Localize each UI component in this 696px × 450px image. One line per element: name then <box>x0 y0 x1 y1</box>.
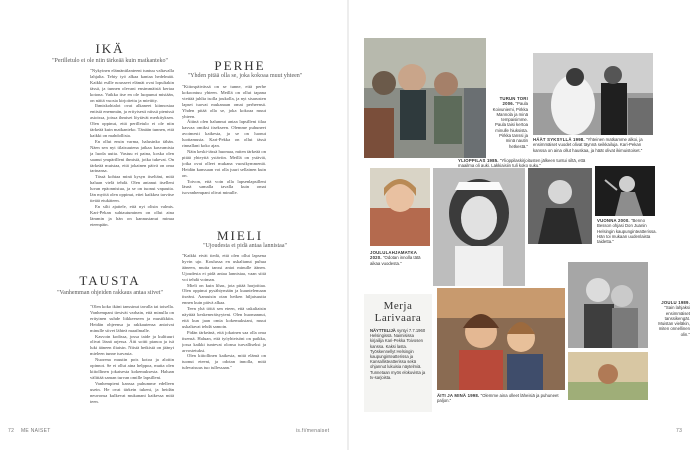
photo-joulu-1989 <box>568 262 648 348</box>
section-title-mieli: MIELI <box>216 228 264 243</box>
section-title-perhe: PERHE <box>214 58 266 73</box>
column-tausta <box>90 304 174 422</box>
page-gutter <box>347 0 349 450</box>
photo-joululahja <box>370 168 430 246</box>
caption-text: "Ylioppilaskirjoitusten jälkeen tuntui siltä, että maailma oli auki. Lakkiaisiin tuli koko suku." <box>458 158 586 169</box>
caption-text: "Benno Besson ohjasi Don Juanin Helsingin kaupunginteatterissa. Hän toi mukaan uudenlaista taidetta." <box>597 218 657 245</box>
paragraph: Pidän tärkeänä, että jokainen saa olla oma itsensä. Haluan, että työyhteisöni on paikka, jossa kaikki tuntevat olonsa turvalliseksi ja arvostetuksi. <box>182 329 266 353</box>
paragraph: "Kaikki eivät tiedä, että olen ollut lapsena hyvin ujo. Koulussa en uskaltanut puhua ääneen, mutta tanssi antoi minulle äänen. Ujoudesta ei pidä antaa lannistaa, vaan siitä voi tehdä voiman. <box>182 253 266 282</box>
section-subtitle-tausta: "Vanhemman ohjeiden rakkaus antaa siivet" <box>57 290 163 296</box>
photo-aiti-image <box>437 288 565 390</box>
paragraph: Olen kiitollinen kaikesta, mitä elämä on tuonut eteeni, ja odotan innolla, mitä tulevaisuus tuo tullessaan." <box>182 353 266 371</box>
column-mieli <box>182 253 266 425</box>
caption-turku <box>490 96 528 149</box>
footer-center <box>296 428 329 434</box>
column-ika <box>90 68 174 258</box>
magazine-name: ME NAISET <box>20 428 51 434</box>
caption-text: "Yhteinen matkamme alkoi, ja ensimmäiset vuodet olivat täynnä seikkailuja. Kari-Pekan kanssa on aina ollut hauskaa, ja häät olivat ikimuistoiset." <box>533 137 643 153</box>
photo-costume <box>528 168 592 244</box>
paragraph: En silti ajattele, että nyt olisin valmis. Kari-Pekan suhtautuminen on ollut aina lämmin ja hän on kannustanut minua eteenpäin. <box>90 203 174 227</box>
caption-text: "Sain lahjaksi ensimmäiset tanssikengät. Muistan vieläkin, miten onnellinen olin." <box>658 305 690 337</box>
paragraph: Teen yhä töitä sen eteen, että uskaltaisin näyttää keskeneräisyyteni. Olen huomannut, että kun jaan omia kokemuksiani, muut uskaltavat tehdä samoin. <box>182 306 266 329</box>
paragraph: "Olen koko ikäni tanssinut tavalla tai toisella. Vanhempani tiesivät varhain, että minulla on erityinen suhde liikkeeseen ja musiikkiin. Heidän ohjeensa ja rakkautensa antoivat minulle siivet lähteä maailmalle. <box>90 304 174 333</box>
photo-haat <box>533 53 653 135</box>
paragraph: Mieli on kuin lihas, jota pitää harjoittaa. Olen oppinut pysähtymään ja kuuntelemaan itseäni. Aamuisin otan hetken hiljaisuutta ennen kuin päivä alkaa. <box>182 282 266 306</box>
profile-bio <box>364 324 432 380</box>
paragraph: Äitinä olen halunnut antaa lapsilleni tilaa kasvaa omiksi itsekseen. Olemme puhuneet avoimesti kaikesta, ja se on luonut luottamusta. Kari-Pekka on ollut tässä rinnallani koko ajan. <box>182 119 266 149</box>
profile-name <box>364 300 432 324</box>
caption-joululahja <box>370 250 428 266</box>
paragraph: Kasvoin kodissa, jossa taide ja kulttuuri olivat läsnä arjessa. Äiti soitti pianoa ja isä luki ääneen iltaisin. Niistä hetkistä on jäänyt mieleen tunne turvasta. <box>90 333 174 357</box>
photo-vuonna-2000 <box>595 166 655 216</box>
paragraph: Ihmiskohtalot ovat alkaneet kiinnostaa entistä enemmän, ja erityisesti niissä pienissä asioissa, joissa ihmiset löytävät merkityksen. Olen oppinut, että perilletulo ei ole niin tärkeää kuin matkanteko. Tänään tunnen, että kaikki on mahdollista. <box>90 103 174 138</box>
caption-label: JOULU 1989. <box>661 300 690 305</box>
profile-last-name: Larivaara <box>374 312 422 324</box>
footer-left <box>8 428 51 434</box>
profile-label: NÄYTTELIJÄ <box>370 328 396 333</box>
caption-label: TURUN TORI 2006. <box>499 96 528 107</box>
caption-label: YLIOPPILAS 1985. <box>458 158 499 163</box>
paragraph: "Kiitospäivässä on se tunne, että perhe kokoontuu yhteen. Meillä on ollut tapana viettää juhlia isolla joukolla, ja nyt sisarusten lapset tuovat mukanaan omat perheensä. Yhden pitää olla se, joka kokoaa muut yhteen. <box>182 84 266 119</box>
photo-costume-image <box>528 168 592 244</box>
caption-text: "Olemme aina olleet läheisiä ja puhuneet paljon." <box>437 393 559 404</box>
footer-url: is.fi/menaiset <box>296 428 330 434</box>
photo-joululahja-image <box>370 168 430 246</box>
page-number-right: 73 <box>676 428 683 434</box>
caption-label: ÄITI JA MINÄ 1998. <box>437 393 480 398</box>
photo-vuonna-image <box>595 166 655 216</box>
page-number-left: 72 <box>8 428 15 434</box>
paragraph: Toivon, että voin olla lapsenlapsilleni läsnä samalla tavalla kuin omat isovanhempani olivat minulle. <box>182 178 266 196</box>
caption-haat <box>533 137 653 153</box>
section-title-tausta: TAUSTA <box>79 273 141 288</box>
photo-outdoor-image <box>568 352 648 400</box>
photo-ylioppilas-image <box>433 168 525 286</box>
photo-turku-image <box>364 38 486 158</box>
caption-label: JOULULAHJAMATKA 2020. <box>370 250 417 261</box>
caption-text: "Odotan innolla tätä aikaa vuodesta." <box>370 255 421 266</box>
section-title-ika: IKÄ <box>95 41 125 56</box>
paragraph: En ollut ensin varma, halusinko tähän. Näen sen nyt tilaisuutena jatkaa kasvamista ja luoda uutta. Vastuu ei paina, koska olen saanut ympärilleni ihmisiä, jotka tukevat. On tärkeää muistaa, että jokainen päivä on oma tarinansa. <box>90 138 174 174</box>
profile-box <box>364 294 432 412</box>
paragraph: Näin keski-iässä huomaa, miten tärkeää on pitää yhteyttä ystäviin. Meillä on ystäviä, jotka ovat olleet mukana vuosikymmeniä. Heidän kanssaan voi olla juuri sellainen kuin on. <box>182 148 266 178</box>
photo-turku-tori <box>364 38 486 158</box>
paragraph: Tässä kohtaa minä kysyn itseltäni, mitä haluan vielä tehdä. Olen antanut itselleni luvan epäonnistua, ja se on tuonut vapautta. Iän myötä olen oppinut, ettei kaikkea tarvitse tietää etukäteen. <box>90 174 174 203</box>
caption-label: VUONNA 2000. <box>597 218 630 223</box>
caption-aiti <box>437 393 565 404</box>
photo-aiti <box>437 288 565 390</box>
column-perhe <box>182 84 266 222</box>
profile-bio-text: syntyi 7.7.1960 Helsingissä. Naimisissa kirjailija Kari-Pekka Toivosen kanssa. Kaksi lasta. Työskennellyt Helsingin kaupunginteatterissa ja Kansallisteatterissa sekä ohjannut lukuisia näytelmiä. Tunnetaan myös elokuvista ja tv-sarjoista. <box>370 328 426 380</box>
section-subtitle-ika: "Perilletulo ei ole niin tärkeää kuin matkanteko" <box>52 58 168 64</box>
section-subtitle-perhe: "Yhden pitää olla se, joka kokoaa muut yhteen" <box>187 73 303 79</box>
caption-ylioppilas <box>458 158 588 169</box>
footer-right <box>676 428 682 434</box>
photo-haat-image <box>533 53 653 135</box>
photo-joulu-image <box>568 262 648 348</box>
photo-ylioppilas <box>433 168 525 286</box>
paragraph: Vanhempieni kanssa puhumme edelleen usein. He ovat tärkein tukeni, ja heidän neuvonsa kulkevat mukanani kaikessa mitä teen. <box>90 380 174 404</box>
section-subtitle-mieli: "Ujoudesta ei pidä antaa lannistaa" <box>203 243 287 249</box>
paragraph: Nuorena muutin pois kotoa ja aloitin opinnot. Se ei ollut aina helppoa, mutta olen kiitollinen jokaisesta kokemuksesta. Haluan välittää saman turvan omille lapsilleni. <box>90 357 174 380</box>
caption-vuonna <box>597 218 657 244</box>
caption-text: "Paula Koivuniemi, Pirkka Mannola ja minä tempaisimme. Paula taisi kertoa minulle hiuksista. Pirkka tanssi ja minä nautin hetkestä." <box>492 101 528 149</box>
profile-first-name: Merja <box>383 300 413 312</box>
caption-joulu-1989 <box>650 300 690 337</box>
paragraph: "Nykyinen elämäntilanteeni tuntuu valtavalla lahjalta. Tehty työ alkaa kantaa hedelmää. Kaikki esille nousseet elämät ovat lopultakin tässä, ja tunnen olevani ensimmäistä kertaa kotona. Vaikka itse en ole luopunut mistään, on näitä vuosia kirjoitettu ja mietitty. <box>90 68 174 103</box>
caption-label: HÄÄT SYKSYLLÄ 1998. <box>533 137 585 142</box>
photo-outdoor <box>568 352 648 400</box>
